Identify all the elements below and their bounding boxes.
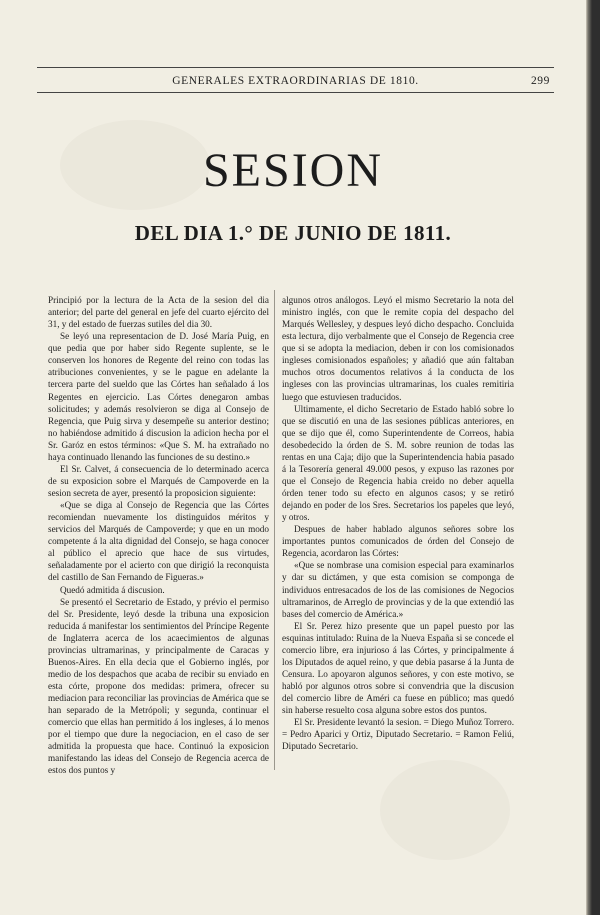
paper-stain bbox=[380, 760, 510, 860]
paragraph: Ultimamente, el dicho Secretario de Estado habló sobre lo que se discutió en una de las sesiones públicas anteriores, en que se dijo que él, como Superintendente de Correos, habia desobedecido la órden de S. M. sobre reunion de todas las rentas en una Caja; dijo que la Superintendencia habia pasado á la Tesorería general 49.000 pesos, y expuso las razones por que el Consejo de Regencia habia creido no deber aquella órden tener todo su efecto en algunos casos; y se retiró dejando en poder de los Sres. Secretarios los papeles que leyó, y otros. bbox=[282, 403, 514, 523]
paragraph: algunos otros análogos. Leyó el mismo Secretario la nota del ministro inglés, con que le remite copia del despacho del Marqués Wellesley, y despues leyó dicho despacho. Concluida esta lectura, dijo verbalmente que el Consejo de Regencia cree que si se adopta la mediacion, deben ir con los comisionados ingleses comisionados españoles; y añadió que aún faltaban muchos otros documentos relativos á la conducta de los ingleses con las provincias ultramarinas, los cuales remitiria luego que estuviesen traducidos. bbox=[282, 295, 514, 402]
header-rule-top bbox=[37, 67, 554, 68]
paragraph: Quedó admitida á discusion. bbox=[60, 584, 165, 595]
paragraph: El Sr. Presidente levantó la sesion. = Diego Muñoz Torrero. = Pedro Aparici y Ortiz, Diputado Secretario. = Ramon Feliú, Diputado Secretario. bbox=[282, 717, 514, 752]
session-date-heading: DEL DIA 1.° DE JUNIO DE 1811. bbox=[134, 221, 452, 245]
running-head bbox=[37, 75, 554, 91]
right-column bbox=[282, 294, 514, 752]
page-number: 299 bbox=[530, 75, 550, 87]
paragraph: «Que se diga al Consejo de Regencia que las Córtes recomiendan nuevamente los distinguidos méritos y servicios del Marqués de Campoverde; y que en un modo competente á la alta dignidad del Consejo, se haga conocer al público el aprecio que hace de sus virtudes, señaladamente por el acierto con que dirigió la reconquista del castillo de San Fernando de Figueras.» bbox=[48, 500, 269, 583]
running-title: GENERALES EXTRAORDINARIAS DE 1810. bbox=[172, 75, 419, 87]
paragraph: El Sr. Calvet, á consecuencia de lo determinado acerca de su exposicion sobre el Marqués de Campoverde en la sesion secreta de ayer, presentó la proposicion siguiente: bbox=[48, 463, 269, 498]
paragraph: «Que se nombrase una comision especial para examinarlos y dar su dictámen, y que esta comision se componga de individuos entresacados de los de las comisiones de Negocios ultramarinos, de Arreglo de provincias y de la que extendió las bases del comercio de América.» bbox=[282, 560, 514, 619]
left-column bbox=[48, 294, 269, 777]
column-divider bbox=[274, 290, 275, 770]
header-rule-bottom bbox=[37, 92, 554, 93]
paragraph: Principió por la lectura de la Acta de la sesion del dia anterior; del parte del general en jefe del cuarto ejército del 31, y del estado de fuerzas sutiles del dia 30. bbox=[48, 295, 269, 330]
paragraph: El Sr. Perez hizo presente que un papel puesto por las esquinas intitulado: Ruina de la Nueva España si se concede el comercio libre, era injurioso á las Córtes, y principalmente á los Diputados de aquel reino, y que debia pasarse á la Junta de Censura. Lo apoyaron algunos señores, y con este motivo, se habló por algunos otros sobre si convendria que la discusion del comercio libre de Améri ca fuese en público; mas quedó sin haberse resuelto cosa alguna sobre estos dos puntos. bbox=[282, 620, 514, 716]
paragraph: Despues de haber hablado algunos señores sobre los importantes puntos comunicados de órden del Consejo de Regencia, acordaron las Córtes: bbox=[282, 524, 514, 559]
paragraph: Se leyó una representacion de D. José María Puig, en que pedia que por haber sido Regente suplente, se le conserven los honores de Regente del reino con todas las atribuciones convenientes, y se le pague en adelante la tercera parte del sueldo que las Córtes han señalado á los Regentes en ejercicio. Las Córtes denegaron ambas solicitudes; y además resolvieron se diga al Consejo de Regencia, que Puig sirva y desempeñe su anterior destino; no habiéndose admitido á discusion la adicion hecha por el Sr. Garóz en estos términos: «Que S. M. ha extrañado no haya continuado llenando las funciones de su destino.» bbox=[48, 331, 269, 462]
page-edge-shadow bbox=[586, 0, 600, 915]
paragraph: Se presentó el Secretario de Estado, y prévio el permiso del Sr. Presidente, leyó desde la tribuna una exposicion reducida á manifestar los sentimientos del Príncipe Regente de Inglaterra acerca de los acaecimientos de algunas provincias ultramarinas, y principalmente de Caracas y Buenos-Aires. En ella decia que el Gobierno inglés, por medio de los despachos que acaba de recibir su enviado en esta córte, propone dos medidas: primera, ofrecer su mediacion para reconciliar las provincias de América que se han separado de la Metrópoli; y segunda, continuar el comercio que ellas han permitido á los ingleses, á lo menos por el tiempo que dure la negociacion, en el caso de ser admitida la propuesta que hace. Continuó la exposicion manifestando las ideas del Consejo de Regencia acerca de estos dos puntos y bbox=[48, 596, 269, 776]
session-title: SESION bbox=[202, 144, 384, 197]
